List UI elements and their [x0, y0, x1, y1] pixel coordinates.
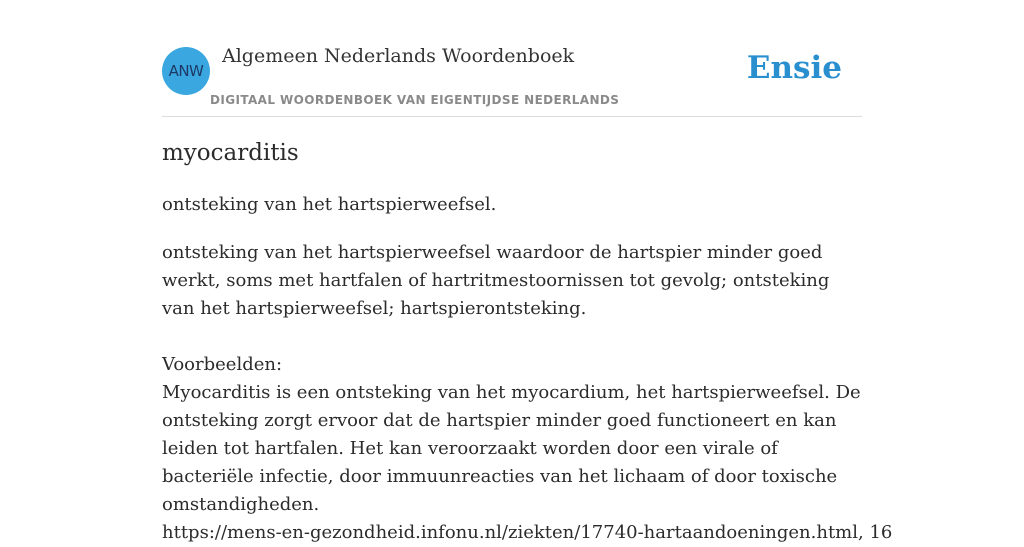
short-definition: ontsteking van het hartspierweefsel.: [162, 194, 497, 215]
logo-text: ANW: [168, 62, 204, 80]
entry-headword: myocarditis: [162, 140, 299, 166]
site-header: [162, 0, 862, 117]
example-source-link[interactable]: https://mens-en-gezondheid.infonu.nl/ziekten/17740-hartaandoeningen.html, 16: [162, 522, 893, 543]
full-definition: ontsteking van het hartspierweefsel waardoor de hartspier minder goed werkt, soms met hartfalen of hartritmestoornissen tot gevolg; ontsteking van het hartspierweefsel; hartspierontsteking.: [162, 242, 830, 319]
site-subtitle: DIGITAAL WOORDENBOEK VAN EIGENTIJDSE NEDERLANDS: [210, 93, 620, 107]
spacer: [162, 323, 862, 351]
ensie-brand-logo[interactable]: Ensie: [746, 50, 842, 86]
page: [162, 0, 893, 543]
example-text: Myocarditis is een ontsteking van het myocardium, het hartspierweefsel. De ontsteking zorgt ervoor dat de hartspier minder goed functioneert en kan leiden tot hartfalen. Het kan veroorzaakt worden door een virale of bacteriële infectie, door immuunreacties van het lichaam of door toxische omstandigheden.: [162, 382, 861, 515]
entry-body: [162, 239, 893, 547]
anw-logo[interactable]: [162, 47, 210, 95]
site-title[interactable]: Algemeen Nederlands Woordenboek: [222, 45, 575, 67]
examples-label: Voorbeelden:: [162, 354, 283, 375]
